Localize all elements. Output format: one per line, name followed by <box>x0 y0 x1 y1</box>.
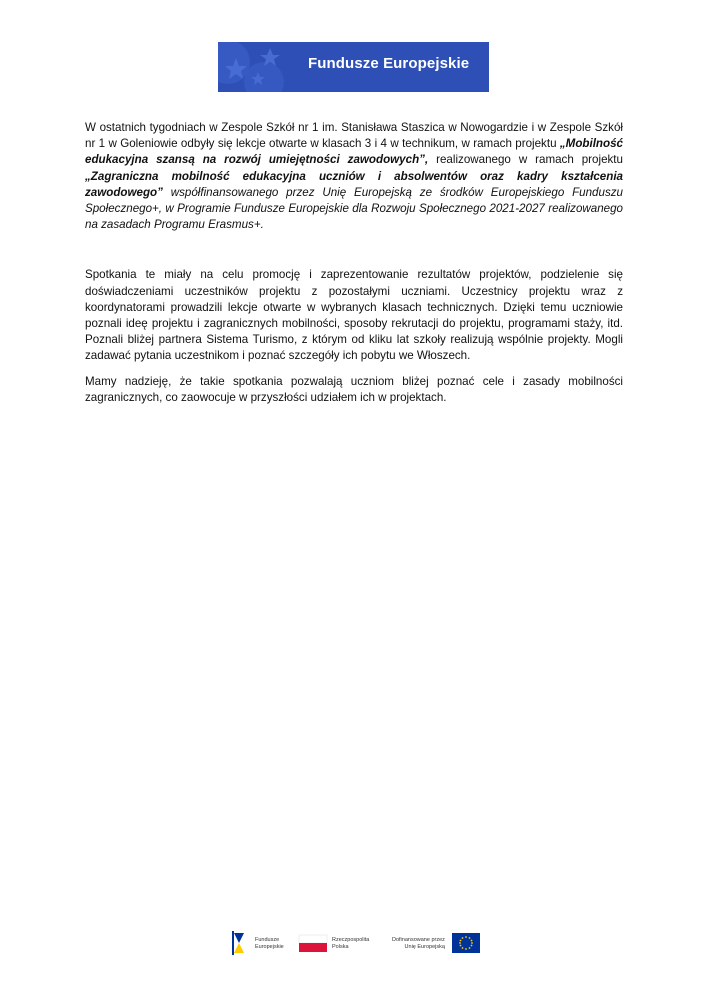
intro-text-a: W ostatnich tygodniach w Zespole Szkół nr 1 im. Stanisława Staszica w Nowogardzie i w Zespole Szkół nr 1 w Goleniowie odbyły się lekcje otwarte w klasach 3 i 4 w technikum, w ramach projektu <box>85 121 623 151</box>
paragraph-hope: Mamy nadzieję, że takie spotkania pozwalają uczniom bliżej poznać cele i zasady mobilności zagranicznych, co zaowocuje w przyszłości udziałem ich w projektach. <box>85 374 623 404</box>
fundusze-europejskie-banner <box>218 42 489 92</box>
polish-flag-icon <box>298 927 328 959</box>
rzeczpospolita-polska-label: Rzeczpospolita Polska <box>332 937 370 950</box>
paragraph-meetings: Spotkania te miały na celu promocję i zaprezentowanie rezultatów projektów, podzielenie się doświadczeniami uczestników projektu z pozostałymi uczniami. Uczestnicy projektu wraz z koordynatorami prowadzili lekcje otwarte w wybranych klasach technicznych. Dzięki temu uczniowie poznali ideę projektu i zagranicznych mobilności, sposoby rekrutacji do projektu, programami staży, itd. Poznali bliżej partnera Sistema Turismo, z którym od kliku lat szkoły realizują wspólnie projekty. Mogli zadawać pytania uczestnikom i poznać szczegóły ich pobytu we Włoszech. <box>85 268 623 363</box>
intro-text-c: realizowanego w ramach projektu <box>428 153 623 167</box>
fundusze-europejskie-logo-icon <box>230 927 252 959</box>
intro-text-e: współfinansowanego przez Unię Europejską ze środków Europejskiego Funduszu Społecznego+, w Programie Fundusze Europejskie dla Rozwoju Społecznego 2021-2027 realizowanego na zasadach Programu Erasmus+. <box>85 185 623 232</box>
project-title-1: „Mobilność edukacyjna szansą na rozwój umiejętności zawodowych”, <box>85 137 623 167</box>
article-body <box>85 120 623 406</box>
paragraph-intro <box>85 120 623 233</box>
eu-flag-icon <box>451 927 481 959</box>
footer-logos <box>0 927 707 959</box>
banner-title: Fundusze Europejskie <box>308 55 470 72</box>
project-title-2: „Zagraniczna mobilność edukacyjna uczniów i absolwentów oraz kadry kształcenia zawodowego” <box>85 169 623 199</box>
fundusze-europejskie-label: Fundusze Europejskie <box>255 937 284 950</box>
eu-funding-label: Dofinansowane przez Unię Europejską <box>392 937 445 950</box>
